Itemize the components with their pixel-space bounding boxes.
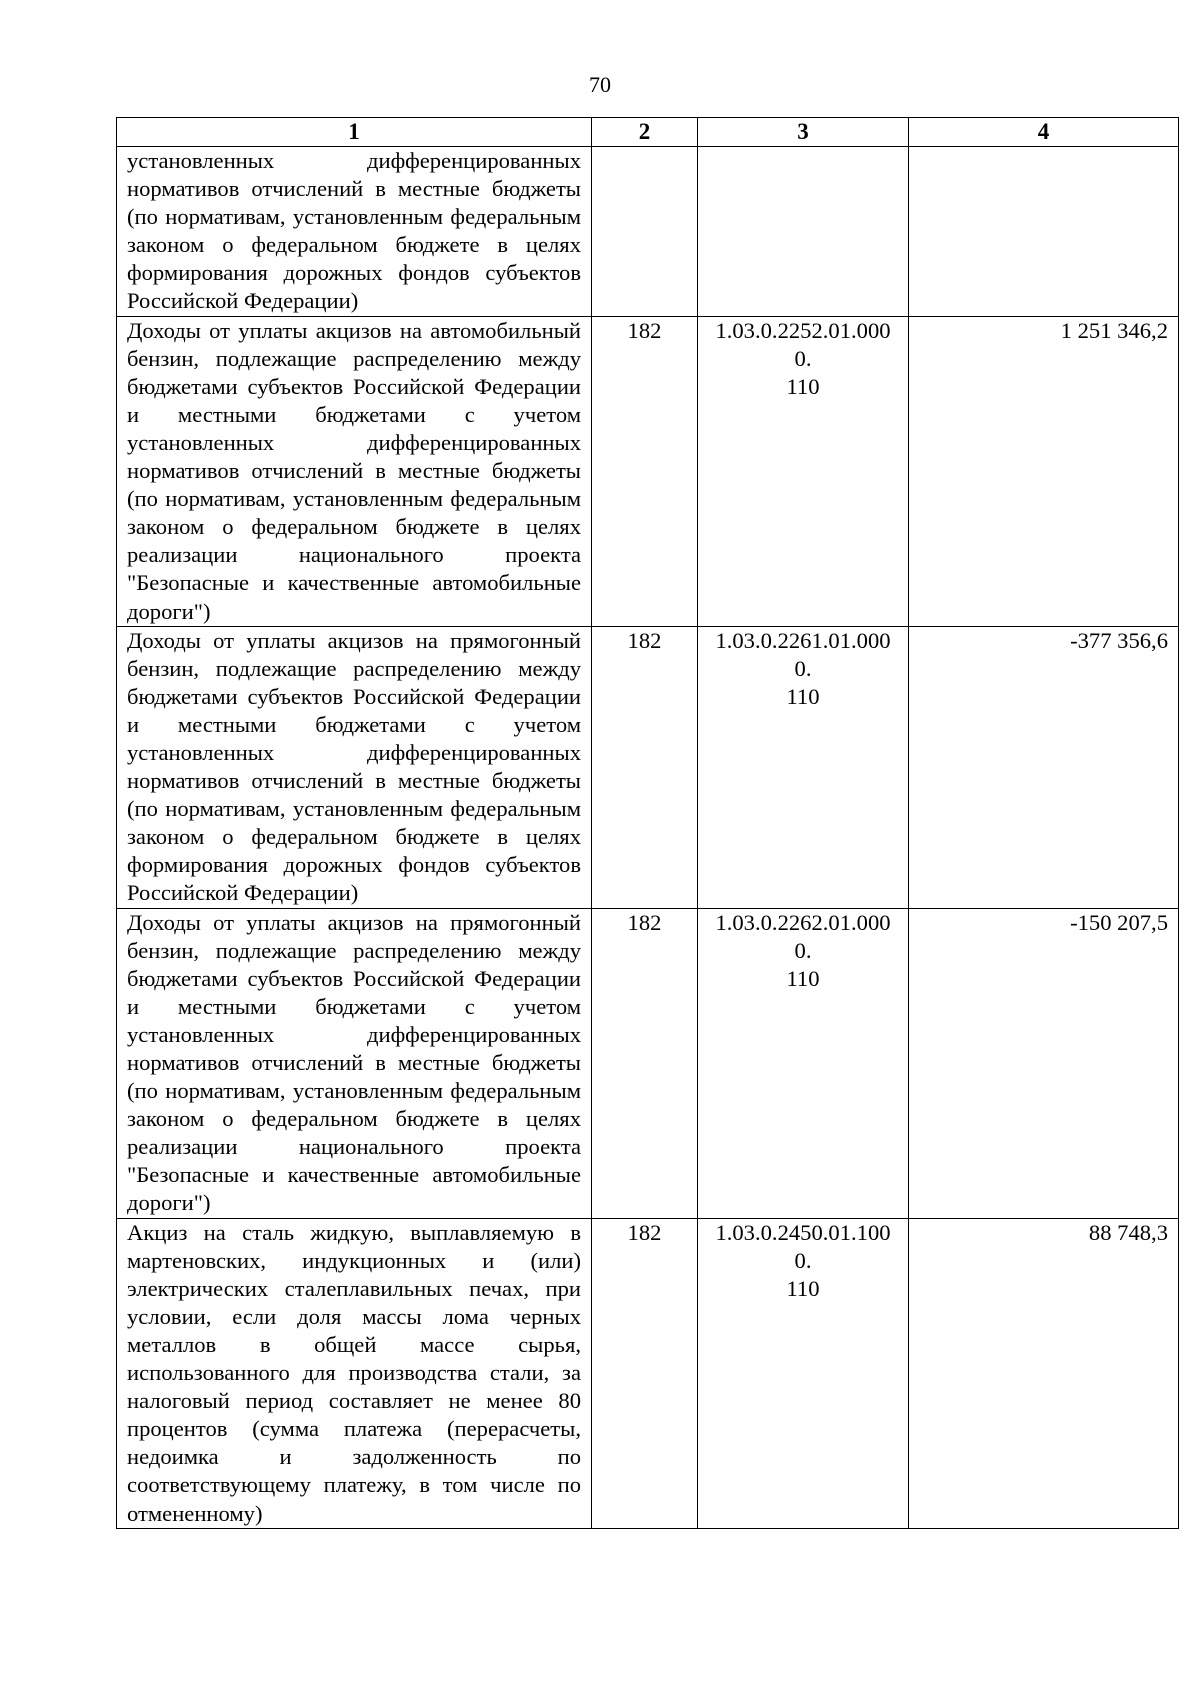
column-header-4: 4	[909, 118, 1179, 147]
amount	[909, 147, 1179, 317]
classification-code	[698, 316, 909, 626]
amount: -377 356,6	[909, 626, 1179, 908]
revenue-table	[116, 117, 1179, 1529]
revenue-description: Доходы от уплаты акцизов на автомобильный бензин, подлежащие распределению между бюджетами субъектов Российской Федерации и местными бюджетами с учетом установленных дифференцированных нормативов отчислений в местные бюджеты (по нормативам, установленным федеральным законом о федеральном бюджете в целях реализации национального проекта "Безопасные и качественные автомобильные дороги")	[117, 316, 592, 626]
administrator-code	[592, 147, 698, 317]
classification-code	[698, 147, 909, 317]
administrator-code: 182	[592, 908, 698, 1218]
classification-code-line2: 110	[786, 965, 820, 991]
administrator-code: 182	[592, 626, 698, 908]
column-header-1: 1	[117, 118, 592, 147]
amount: 88 748,3	[909, 1218, 1179, 1528]
table-row	[117, 316, 1179, 626]
classification-code-line1: 1.03.0.2262.01.0000.	[715, 909, 891, 963]
table-row	[117, 147, 1179, 317]
table-row	[117, 908, 1179, 1218]
classification-code	[698, 908, 909, 1218]
administrator-code: 182	[592, 1218, 698, 1528]
table-row	[117, 626, 1179, 908]
column-header-2: 2	[592, 118, 698, 147]
classification-code-line2: 110	[786, 683, 820, 709]
revenue-description: Доходы от уплаты акцизов на прямогонный бензин, подлежащие распределению между бюджетами субъектов Российской Федерации и местными бюджетами с учетом установленных дифференцированных нормативов отчислений в местные бюджеты (по нормативам, установленным федеральным законом о федеральном бюджете в целях формирования дорожных фондов субъектов Российской Федерации)	[117, 626, 592, 908]
administrator-code: 182	[592, 316, 698, 626]
column-header-3: 3	[698, 118, 909, 147]
table-header-row	[117, 118, 1179, 147]
classification-code-line1: 1.03.0.2252.01.0000.	[715, 317, 891, 371]
table-row	[117, 1218, 1179, 1528]
amount: 1 251 346,2	[909, 316, 1179, 626]
revenue-description: установленных дифференцированных нормативов отчислений в местные бюджеты (по нормативам, установленным федеральным законом о федеральном бюджете в целях формирования дорожных фондов субъектов Российской Федерации)	[117, 147, 592, 317]
classification-code-line2: 110	[786, 1275, 820, 1301]
classification-code-line1: 1.03.0.2261.01.0000.	[715, 627, 891, 681]
amount: -150 207,5	[909, 908, 1179, 1218]
classification-code	[698, 626, 909, 908]
revenue-description: Доходы от уплаты акцизов на прямогонный бензин, подлежащие распределению между бюджетами субъектов Российской Федерации и местными бюджетами с учетом установленных дифференцированных нормативов отчислений в местные бюджеты (по нормативам, установленным федеральным законом о федеральном бюджете в целях реализации национального проекта "Безопасные и качественные автомобильные дороги")	[117, 908, 592, 1218]
classification-code-line2: 110	[786, 373, 820, 399]
revenue-description: Акциз на сталь жидкую, выплавляемую в мартеновских, индукционных и (или) электрических сталеплавильных печах, при условии, если доля массы лома черных металлов в общей массе сырья, использованного для производства стали, за налоговый период составляет не менее 80 процентов (сумма платежа (перерасчеты, недоимка и задолженность по соответствующему платежу, в том числе по отмененному)	[117, 1218, 592, 1528]
page-number: 70	[589, 72, 611, 97]
classification-code	[698, 1218, 909, 1528]
classification-code-line1: 1.03.0.2450.01.1000.	[715, 1219, 891, 1273]
